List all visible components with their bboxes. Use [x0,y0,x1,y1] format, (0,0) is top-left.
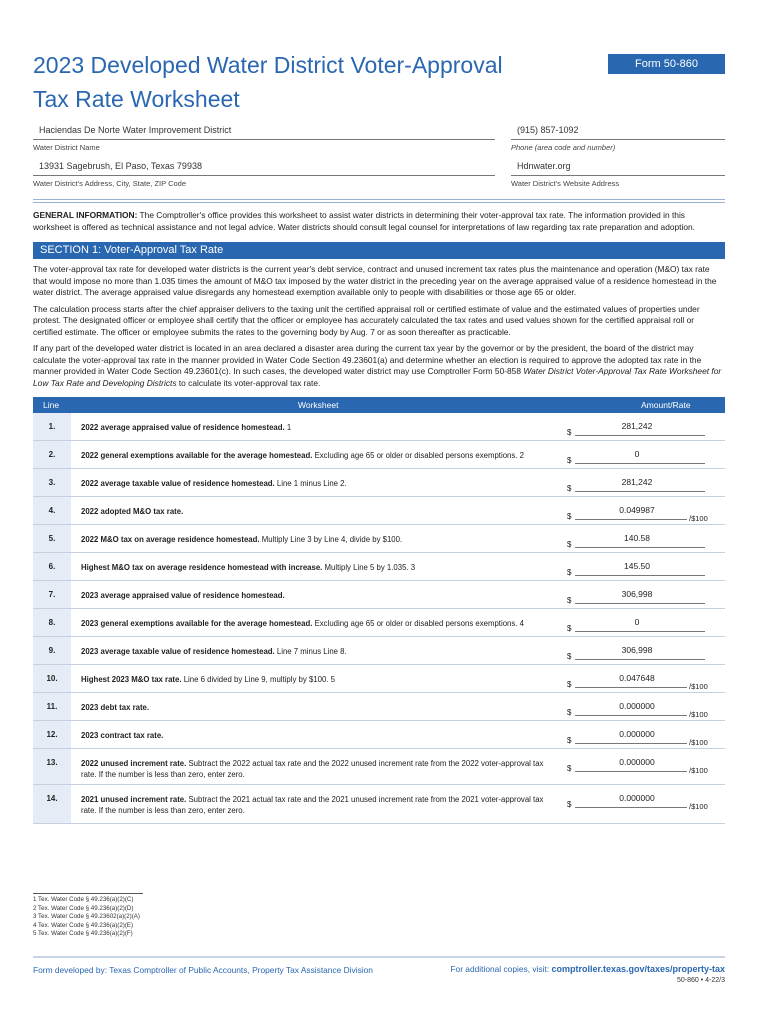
line-instructions: Subtract the 2021 actual tax rate and the 2021 unused increment rate from the 2021 voter-approval tax rate. If the number is less than zero, enter zero. [81,795,544,815]
phone-label: Phone (area code and number) [511,143,616,152]
table-row [33,413,725,441]
line-number: 8. [33,609,71,636]
worksheet-table [33,397,725,824]
address-value: 13931 Sagebrush, El Paso, Texas 79938 [39,161,202,171]
address-label: Water District's Address, City, State, ZIP Code [33,179,187,188]
table-row [33,665,725,693]
line-description [81,618,551,629]
line-description [81,534,551,545]
line-description [81,758,551,780]
phone-field [511,125,725,152]
line-description [81,674,551,685]
dollar-sign: $ [567,736,572,745]
amount-field[interactable] [567,477,725,493]
amount-field[interactable] [567,729,725,745]
dollar-sign: $ [567,568,572,577]
line-title: 2023 general exemptions available for the average homestead. [81,619,313,628]
line-number: 9. [33,637,71,664]
amount-field[interactable] [567,449,725,465]
rate-unit: /$100 [689,710,708,719]
website-label: Water District's Website Address [511,179,620,188]
line-instructions: Excluding age 65 or older or disabled persons exemptions. 4 [312,619,524,628]
line-number: 14. [33,785,71,823]
table-row [33,469,725,497]
footnote: 5 Tex. Water Code § 49.236(a)(2)(F) [33,930,133,938]
col-header-line: Line [43,400,60,410]
para-3-text-a: If any part of the developed water district is located in an area declared a disaster area during the current tax year by the governor or by the president, the board of the district may calculate the voter-approval tax rate in the manner provided in Water Code Section 49.23601(a) and determine whether an election is required to approve the adopted tax rate in the manner provided in Water Code Section 49.23601(c). In such cases, the developed water district may use Comptroller Form 50-858 [33,343,702,376]
title-row [33,30,725,125]
district-info [33,125,725,197]
amount-value: 306,998 [621,589,653,599]
line-title: 2022 M&O tax on average residence homestead. [81,535,260,544]
line-description [81,730,551,741]
table-row [33,553,725,581]
phone-value: (915) 857-1092 [517,125,579,135]
amount-field[interactable] [567,589,725,605]
line-instructions: Excluding age 65 or older or disabled persons exemptions. 2 [312,451,524,460]
line-title: 2022 unused increment rate. [81,759,187,768]
footer-copies-text: For additional copies, visit: [450,964,552,974]
line-title: 2023 debt tax rate. [81,703,150,712]
footer-credit: Form developed by: Texas Comptroller of Public Accounts, Property Tax Assistance Division [33,965,373,975]
rate-unit: /$100 [689,682,708,691]
dollar-sign: $ [567,680,572,689]
line-title: 2022 average appraised value of residence homestead. [81,423,285,432]
line-title: 2023 contract tax rate. [81,731,164,740]
para-3-text-b: to calculate its voter-approval tax rate. [176,377,321,388]
dollar-sign: $ [567,512,572,521]
line-number: 1. [33,413,71,440]
line-number: 6. [33,553,71,580]
amount-value: 306,998 [621,645,653,655]
line-number: 7. [33,581,71,608]
district-name-label: Water District Name [33,143,100,152]
amount-value: 0.000000 [619,757,655,767]
section-1-header: SECTION 1: Voter-Approval Tax Rate [33,242,725,259]
line-number: 12. [33,721,71,748]
line-instructions: Line 6 divided by Line 9, multiply by $100. 5 [181,675,335,684]
rate-unit: /$100 [689,738,708,747]
dollar-sign: $ [567,596,572,605]
footer-link[interactable]: comptroller.texas.gov/taxes/property-tax [551,964,725,974]
col-header-worksheet: Worksheet [298,400,339,410]
amount-field[interactable] [567,617,725,633]
line-instructions: Subtract the 2022 actual tax rate and the 2022 unused increment rate from the 2022 voter-approval tax rate. If the number is less than zero, enter zero. [81,759,544,779]
line-number: 10. [33,665,71,692]
line-title: 2022 adopted M&O tax rate. [81,507,184,516]
amount-field[interactable] [567,793,725,809]
line-description [81,794,551,816]
dollar-sign: $ [567,624,572,633]
amount-field[interactable] [567,421,725,437]
table-row [33,497,725,525]
general-information [33,209,725,233]
rate-unit: /$100 [689,802,708,811]
table-row [33,609,725,637]
amount-value: 281,242 [621,477,653,487]
line-number: 13. [33,749,71,784]
rate-unit: /$100 [689,514,708,523]
amount-field[interactable] [567,757,725,773]
line-title: 2022 general exemptions available for the average homestead. [81,451,313,460]
amount-value: 0 [634,617,640,627]
amount-value: 140.58 [624,533,650,543]
dollar-sign: $ [567,708,572,717]
line-title: 2023 average appraised value of residence homestead. [81,591,285,600]
line-instructions: Multiply Line 3 by Line 4, divide by $100. [259,535,403,544]
line-description [81,506,551,517]
footnotes [33,896,140,939]
line-description [81,450,551,461]
line-description [81,646,551,657]
amount-value: 0 [634,449,640,459]
line-description [81,562,551,573]
dollar-sign: $ [567,652,572,661]
dollar-sign: $ [567,484,572,493]
footnote-divider [33,893,143,894]
line-instructions: Multiply Line 5 by 1.035. 3 [322,563,416,572]
website-field [511,161,725,188]
worksheet-table-header [33,397,725,413]
section-1-para-3 [33,343,725,389]
address-field [33,161,495,188]
amount-value: 281,242 [621,421,653,431]
website-value: Hdnwater.org [517,161,571,171]
amount-value: 0.000000 [619,793,655,803]
worksheet-page [33,30,725,824]
form-number-badge: Form 50-860 [608,54,725,74]
form-revision-code: 50-860 • 4-22/3 [677,977,725,984]
district-name-field [33,125,495,152]
table-row [33,693,725,721]
line-title: 2023 average taxable value of residence homestead. [81,647,275,656]
footer-divider [33,956,725,958]
page-title: 2023 Developed Water District Voter-Approval Tax Rate Worksheet [33,52,503,112]
dollar-sign: $ [567,800,572,809]
dollar-sign: $ [567,540,572,549]
line-number: 2. [33,441,71,468]
footnote: 2 Tex. Water Code § 49.236(a)(2)(D) [33,904,134,912]
amount-field[interactable] [567,701,725,717]
amount-value: 0.049987 [619,505,655,515]
section-1-para-2: The calculation process starts after the chief appraiser delivers to the taxing unit the certified appraisal roll or certified estimate of value and the estimated values of properties under protest. The designated officer or employee shall certify that the officer or employee has accurately calculated the tax rates and used values shown for the certified appraisal roll or certified estimate. The officer or employee submits the rates to the governing body by Aug. 7 or as soon thereafter as practicable. [33,303,700,337]
dollar-sign: $ [567,428,572,437]
table-row [33,441,725,469]
dollar-sign: $ [567,456,572,465]
amount-field[interactable] [567,645,725,661]
table-row [33,749,725,785]
section-1-para-1: The voter-approval tax rate for developed water districts is the current year's debt service, contract and unused increment tax rates plus the maintenance and operation (M&O) tax rate that would impose no more than 1.035 times the amount of M&O tax imposed by the water district in the preceding year on the average appraised value of a residence homestead in the water district. The average appraised value disregards any homestead exemption available only to people with disabilities or those age 65 or older. [33,264,717,297]
col-header-amount: Amount/Rate [641,400,691,410]
amount-field[interactable] [567,505,725,521]
amount-value: 145.50 [624,561,650,571]
general-info-heading: GENERAL INFORMATION: [33,210,138,220]
line-description [81,590,551,601]
line-instructions: Line 7 minus Line 8. [274,647,347,656]
table-row [33,525,725,553]
amount-value: 0.000000 [619,701,655,711]
footer-copies [450,964,725,974]
district-name-value: Haciendas De Norte Water Improvement District [39,125,232,135]
line-number: 4. [33,497,71,524]
general-info-text: The Comptroller's office provides this worksheet to assist water districts in determining their voter-approval tax rate. The information provided in this worksheet is offered as technical assistance and not legal advice. Water districts should consult legal counsel for interpretations of law regarding tax rate preparation and adoption. [33,210,696,232]
line-instructions: 1 [284,423,292,432]
line-title: 2021 unused increment rate. [81,795,187,804]
line-number: 5. [33,525,71,552]
header-divider [33,199,725,203]
line-description [81,478,551,489]
rate-unit: /$100 [689,766,708,775]
line-title: 2022 average taxable value of residence homestead. [81,479,275,488]
table-row [33,785,725,824]
line-title: Highest M&O tax on average residence homestead with increase. [81,563,323,572]
footnote: 1 Tex. Water Code § 49.236(a)(2)(C) [33,896,134,903]
line-description [81,702,551,713]
amount-value: 0.047648 [619,673,655,683]
amount-field[interactable] [567,533,725,549]
footnote: 4 Tex. Water Code § 49.236(a)(2)(E) [33,921,134,929]
worksheet-table-body [33,413,725,824]
dollar-sign: $ [567,764,572,773]
line-number: 11. [33,693,71,720]
line-description [81,422,551,433]
amount-value: 0.000000 [619,729,655,739]
table-row [33,637,725,665]
line-instructions: Line 1 minus Line 2. [274,479,347,488]
line-title: Highest 2023 M&O tax rate. [81,675,182,684]
para-3-form-title: Water District Voter-Approval Tax Rate Worksheet for Low Tax Rate and Developing Districts [33,366,722,388]
amount-field[interactable] [567,673,725,689]
table-row [33,581,725,609]
table-row [33,721,725,749]
footnote: 3 Tex. Water Code § 49.23602(a)(2)(A) [33,913,140,921]
amount-field[interactable] [567,561,725,577]
line-number: 3. [33,469,71,496]
